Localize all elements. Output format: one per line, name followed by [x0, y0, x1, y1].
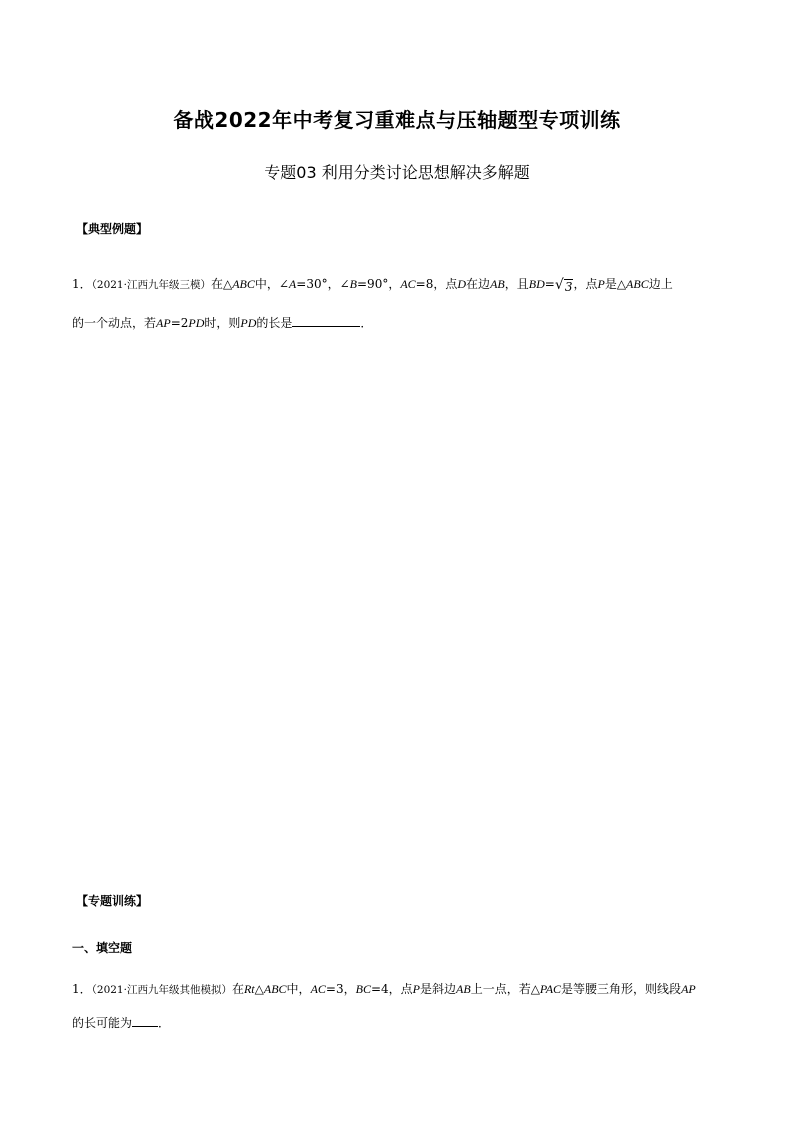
text: 是等腰三角形，则线段	[561, 982, 682, 996]
text: =3，	[325, 982, 356, 996]
var: PD	[188, 316, 205, 330]
var: AP	[156, 316, 171, 330]
var: AP	[681, 982, 696, 996]
text: ，且	[504, 277, 529, 291]
radical-sign-icon: √	[554, 277, 564, 293]
training-question-1-line-1	[72, 980, 732, 997]
var: D	[457, 277, 467, 291]
radicand: 3	[564, 280, 573, 294]
text: 在边	[466, 277, 491, 291]
text: 的一个动点，若	[72, 316, 157, 330]
var: P	[597, 277, 605, 291]
var: B	[349, 277, 357, 291]
text: 上一点，若△	[470, 982, 540, 996]
text: 在△	[210, 277, 233, 291]
text: 时，则	[204, 316, 241, 330]
var: BC	[355, 982, 371, 996]
text: △	[254, 982, 264, 996]
text: =30°，∠	[296, 277, 350, 291]
text: =	[544, 277, 555, 291]
text: 的长可能为	[72, 1016, 133, 1030]
document-title: 备战2022年中考复习重难点与压轴题型专项训练	[173, 108, 621, 132]
var: ABC	[232, 277, 255, 291]
square-root	[554, 277, 574, 294]
training-question-1-line-2	[72, 1014, 732, 1031]
var: P	[412, 982, 420, 996]
text: ．	[360, 316, 373, 330]
var: PAC	[539, 982, 562, 996]
var: A	[288, 277, 297, 291]
answer-blank[interactable]	[292, 314, 360, 327]
var: ABC	[263, 982, 287, 996]
text: 的长是	[256, 316, 293, 330]
var: AB	[456, 982, 471, 996]
text: 边上	[648, 277, 673, 291]
training-section-label: 【专题训练】	[76, 894, 149, 908]
text: =90°，	[357, 277, 401, 291]
text: ．	[158, 1016, 171, 1030]
text: ，点	[573, 277, 598, 291]
example-question-1-line-1	[72, 275, 732, 294]
var: BD	[528, 277, 545, 291]
question-number: 1．	[72, 277, 92, 291]
var: AB	[490, 277, 505, 291]
answer-blank[interactable]	[132, 1014, 158, 1027]
text: 是斜边	[420, 982, 457, 996]
document-subtitle: 专题03 利用分类讨论思想解决多解题	[264, 163, 530, 182]
text: 中，	[286, 982, 311, 996]
question-source: （2021·江西九年级三模）	[91, 279, 211, 291]
var: Rt	[243, 982, 255, 996]
var: AC	[400, 277, 416, 291]
example-question-1-line-2	[72, 314, 732, 331]
question-number: 1．	[72, 982, 92, 996]
question-source: （2021·江西九年级其他模拟）	[91, 984, 232, 996]
var: PD	[240, 316, 257, 330]
examples-section-label: 【典型例题】	[76, 222, 149, 236]
text: =8，点	[415, 277, 458, 291]
text: 在	[231, 982, 244, 996]
var: AC	[310, 982, 326, 996]
text: 是△	[604, 277, 627, 291]
text: 中，∠	[254, 277, 289, 291]
var: ABC	[626, 277, 649, 291]
fill-blank-heading: 一、填空题	[72, 941, 133, 955]
text: =4，点	[370, 982, 413, 996]
text: =2	[170, 316, 189, 330]
